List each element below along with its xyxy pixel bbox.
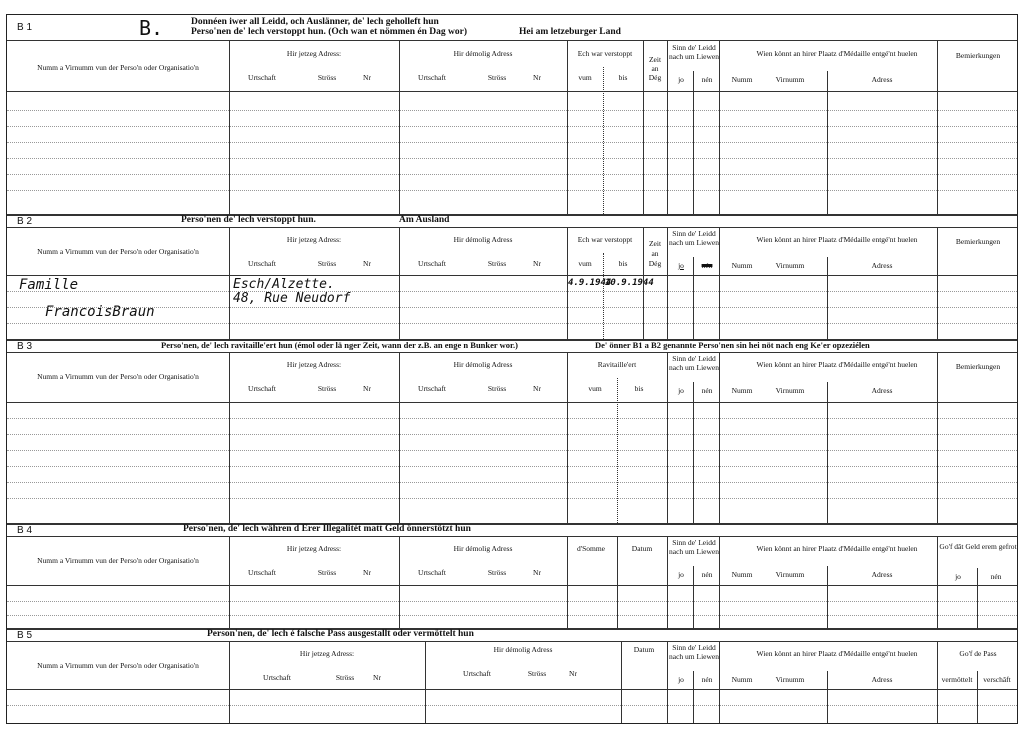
b1-medal: Wien könnt an hirer Plaatz d'Médaille entgé'nt huelen bbox=[756, 49, 918, 58]
b3-number: Nr bbox=[363, 384, 371, 393]
b3-yes: jo bbox=[678, 386, 684, 395]
b1-yes: jo bbox=[678, 75, 684, 84]
b4-locality: Urtschaft bbox=[248, 568, 276, 577]
b2-former-street: Ströss bbox=[487, 259, 507, 268]
b3-locality: Urtschaft bbox=[248, 384, 276, 393]
b1-former-street: Ströss bbox=[487, 73, 507, 82]
form-title-line2: Perso'nen de' lech verstoppt hun. (Och wan et nömmen én Dag wor) bbox=[191, 27, 468, 37]
b5-date: Datum bbox=[633, 645, 655, 654]
b5-passport: Go'f de Pass bbox=[959, 649, 997, 658]
b5-former-number: Nr bbox=[569, 669, 577, 678]
b2-hidden: Ech war verstoppt bbox=[577, 235, 633, 244]
b4-former-number: Nr bbox=[533, 568, 541, 577]
b4-former-address-header: Hir démolig Adress bbox=[453, 544, 513, 553]
b4-given-yes: jo bbox=[955, 572, 961, 581]
section-b2-title-right: Am Ausland bbox=[399, 215, 450, 225]
b3-m-first: Virnumm bbox=[775, 386, 805, 395]
form-page bbox=[6, 14, 1018, 724]
b3-supplied: Ravitaille'ert bbox=[597, 360, 637, 369]
b4-no: nén bbox=[701, 570, 713, 579]
b1-street: Ströss bbox=[317, 73, 337, 82]
b4-m-first: Virnumm bbox=[775, 570, 805, 579]
b1-m-address: Adress bbox=[871, 75, 893, 84]
b4-m-address: Adress bbox=[871, 570, 893, 579]
b2-from: vum bbox=[578, 259, 592, 268]
entry-to: 10.9.1944 bbox=[605, 278, 654, 288]
b2-street: Ströss bbox=[317, 259, 337, 268]
b5-m-address: Adress bbox=[871, 675, 893, 684]
b3-medal: Wien könnt an hirer Plaatz d'Médaille entgé'nt huelen bbox=[756, 360, 918, 369]
b1-no: nén bbox=[701, 75, 713, 84]
b1-meaning: Sinn de' Leidd nach um Liewen bbox=[669, 43, 719, 61]
b5-meaning: Sinn de' Leidd nach um Liewen bbox=[669, 643, 719, 661]
b3-to: bis bbox=[634, 384, 644, 393]
b3-meaning: Sinn de' Leidd nach um Liewen bbox=[669, 354, 719, 372]
entry-address-line1: Esch/Alzette. bbox=[233, 277, 335, 292]
b4-street: Ströss bbox=[317, 568, 337, 577]
b2-number: Nr bbox=[363, 259, 371, 268]
form-letter: B. bbox=[139, 16, 164, 40]
b2-medal: Wien könnt an hirer Plaatz d'Médaille entgé'nt huelen bbox=[756, 235, 918, 244]
b4-yes: jo bbox=[678, 570, 684, 579]
b4-current-address-header: Hir jetzeg Adress: bbox=[286, 544, 342, 553]
entry-from: 4.9.1944 bbox=[568, 278, 612, 288]
section-b4-title: Perso'nen, de' lech währen d Erer Illegalitét matt Geld önnerstötzt hun bbox=[183, 524, 471, 534]
b4-given-no: nén bbox=[990, 572, 1002, 581]
b2-no: nén bbox=[701, 261, 713, 270]
b5-former-locality: Urtschaft bbox=[463, 669, 491, 678]
b1-current-address-header: Hir jetzeg Adress: bbox=[286, 49, 342, 58]
entry-name-line1: Famille bbox=[19, 277, 79, 293]
b2-m-name: Numm bbox=[731, 261, 753, 270]
b1-former-locality: Urtschaft bbox=[418, 73, 446, 82]
b5-medal: Wien könnt an hirer Plaatz d'Médaille entgé'nt huelen bbox=[756, 649, 918, 658]
b5-m-first: Virnumm bbox=[775, 675, 805, 684]
section-b4-label: B 4 bbox=[17, 525, 33, 536]
b3-former-street: Ströss bbox=[487, 384, 507, 393]
b2-former-locality: Urtschaft bbox=[418, 259, 446, 268]
b4-meaning: Sinn de' Leidd nach um Liewen bbox=[669, 538, 719, 556]
section-b5-title: Person'nen, de' lech é falsche Pass ausgestallt oder vermöttelt hun bbox=[207, 629, 474, 639]
b2-former-number: Nr bbox=[533, 259, 541, 268]
b2-current-address-header: Hir jetzeg Adress: bbox=[286, 235, 342, 244]
b5-m-name: Numm bbox=[731, 675, 753, 684]
section-b1-label: B 1 bbox=[17, 22, 33, 33]
b1-remarks: Bemierkungen bbox=[955, 51, 1001, 60]
b3-former-number: Nr bbox=[533, 384, 541, 393]
b3-m-address: Adress bbox=[871, 386, 893, 395]
b5-number: Nr bbox=[373, 673, 381, 682]
b1-locality: Urtschaft bbox=[248, 73, 276, 82]
b2-remarks: Bemierkungen bbox=[955, 237, 1001, 246]
b1-to: bis bbox=[618, 73, 628, 82]
b4-amount: d'Somme bbox=[576, 544, 606, 553]
b1-from: vum bbox=[578, 73, 592, 82]
b5-former-address-header: Hir démolig Adress bbox=[493, 645, 553, 654]
b3-street: Ströss bbox=[317, 384, 337, 393]
b4-medal: Wien könnt an hirer Plaatz d'Médaille entgé'nt huelen bbox=[756, 544, 918, 553]
entry-name-line2: FrancoisBraun bbox=[45, 304, 155, 320]
form-title-line2-right: Hei am letzeburger Land bbox=[519, 27, 621, 37]
b2-yes: jo bbox=[678, 261, 684, 270]
b2-m-first: Virnumm bbox=[775, 261, 805, 270]
b2-m-address: Adress bbox=[871, 261, 893, 270]
b3-no: nén bbox=[701, 386, 713, 395]
b1-an: an bbox=[651, 64, 659, 73]
b2-an: an bbox=[651, 249, 659, 258]
b3-name-header: Numm a Virnumm vun der Perso'n oder Organisatio'n bbox=[37, 372, 199, 381]
b5-street: Ströss bbox=[335, 673, 355, 682]
section-b3-label: B 3 bbox=[17, 341, 33, 352]
b2-to: bis bbox=[618, 259, 628, 268]
b5-current-address-header: Hir jetzeg Adress: bbox=[299, 649, 355, 658]
section-b2-label: B 2 bbox=[17, 216, 33, 227]
b1-m-name: Numm bbox=[731, 75, 753, 84]
b5-name-header: Numm a Virnumm vun der Perso'n oder Organisatio'n bbox=[37, 661, 199, 670]
b4-was-given: Go'f dât Geld erem gefrot bbox=[939, 542, 1017, 551]
section-b3-title: Perso'nen, de' lech ravitaille'ert hun (émol oder lä nger Zeit, wann der z.B. an enge n Bunker wor.) bbox=[161, 340, 518, 350]
b1-number: Nr bbox=[363, 73, 371, 82]
b2-name-header: Numm a Virnumm vun der Perso'n oder Organisatio'n bbox=[37, 247, 199, 256]
b4-former-locality: Urtschaft bbox=[418, 568, 446, 577]
b2-former-address-header: Hir démolig Adress bbox=[453, 235, 513, 244]
b5-yes: jo bbox=[678, 675, 684, 684]
b4-former-street: Ströss bbox=[487, 568, 507, 577]
b4-name-header: Numm a Virnumm vun der Perso'n oder Organisatio'n bbox=[37, 556, 199, 565]
section-b3-title-right: De' önner B1 a B2 genannte Perso'nen sin hei nöt nach eng Ke'er opzeziélen bbox=[595, 340, 870, 350]
b3-former-locality: Urtschaft bbox=[418, 384, 446, 393]
b1-former-address-header: Hir démolig Adress bbox=[453, 49, 513, 58]
b2-locality: Urtschaft bbox=[248, 259, 276, 268]
b5-locality: Urtschaft bbox=[263, 673, 291, 682]
entry-address-line2: 48, Rue Neudorf bbox=[233, 291, 351, 306]
b2-time: Zeit bbox=[648, 239, 662, 248]
section-b5-label: B 5 bbox=[17, 630, 33, 641]
b4-number: Nr bbox=[363, 568, 371, 577]
b3-former-address-header: Hir démolig Adress bbox=[453, 360, 513, 369]
b4-m-name: Numm bbox=[731, 570, 753, 579]
section-b2-title: Perso'nen de' lech verstoppt hun. bbox=[181, 215, 316, 225]
b1-time: Zeit bbox=[648, 55, 662, 64]
form-title-line1: Donnéen iwer all Leidd, och Auslänner, de' lech geholleft hun bbox=[191, 17, 439, 27]
b1-name-header: Numm a Virnumm vun der Perso'n oder Organisatio'n bbox=[37, 63, 199, 72]
b3-current-address-header: Hir jetzeg Adress: bbox=[286, 360, 342, 369]
b2-days: Dég bbox=[648, 259, 662, 268]
b1-m-first: Virnumm bbox=[775, 75, 805, 84]
b3-remarks: Bemierkungen bbox=[955, 362, 1001, 371]
b5-former-street: Ströss bbox=[527, 669, 547, 678]
b5-mediated: vermöttelt bbox=[941, 675, 973, 684]
b5-created: verschâft bbox=[983, 675, 1011, 684]
b4-date: Datum bbox=[631, 544, 653, 553]
b3-m-name: Numm bbox=[731, 386, 753, 395]
b1-days: Dég bbox=[648, 73, 662, 82]
b2-meaning: Sinn de' Leidd nach um Liewen bbox=[669, 229, 719, 247]
b1-former-number: Nr bbox=[533, 73, 541, 82]
b5-no: nén bbox=[701, 675, 713, 684]
b1-hidden: Ech war verstoppt bbox=[577, 49, 633, 58]
b3-from: vum bbox=[588, 384, 602, 393]
